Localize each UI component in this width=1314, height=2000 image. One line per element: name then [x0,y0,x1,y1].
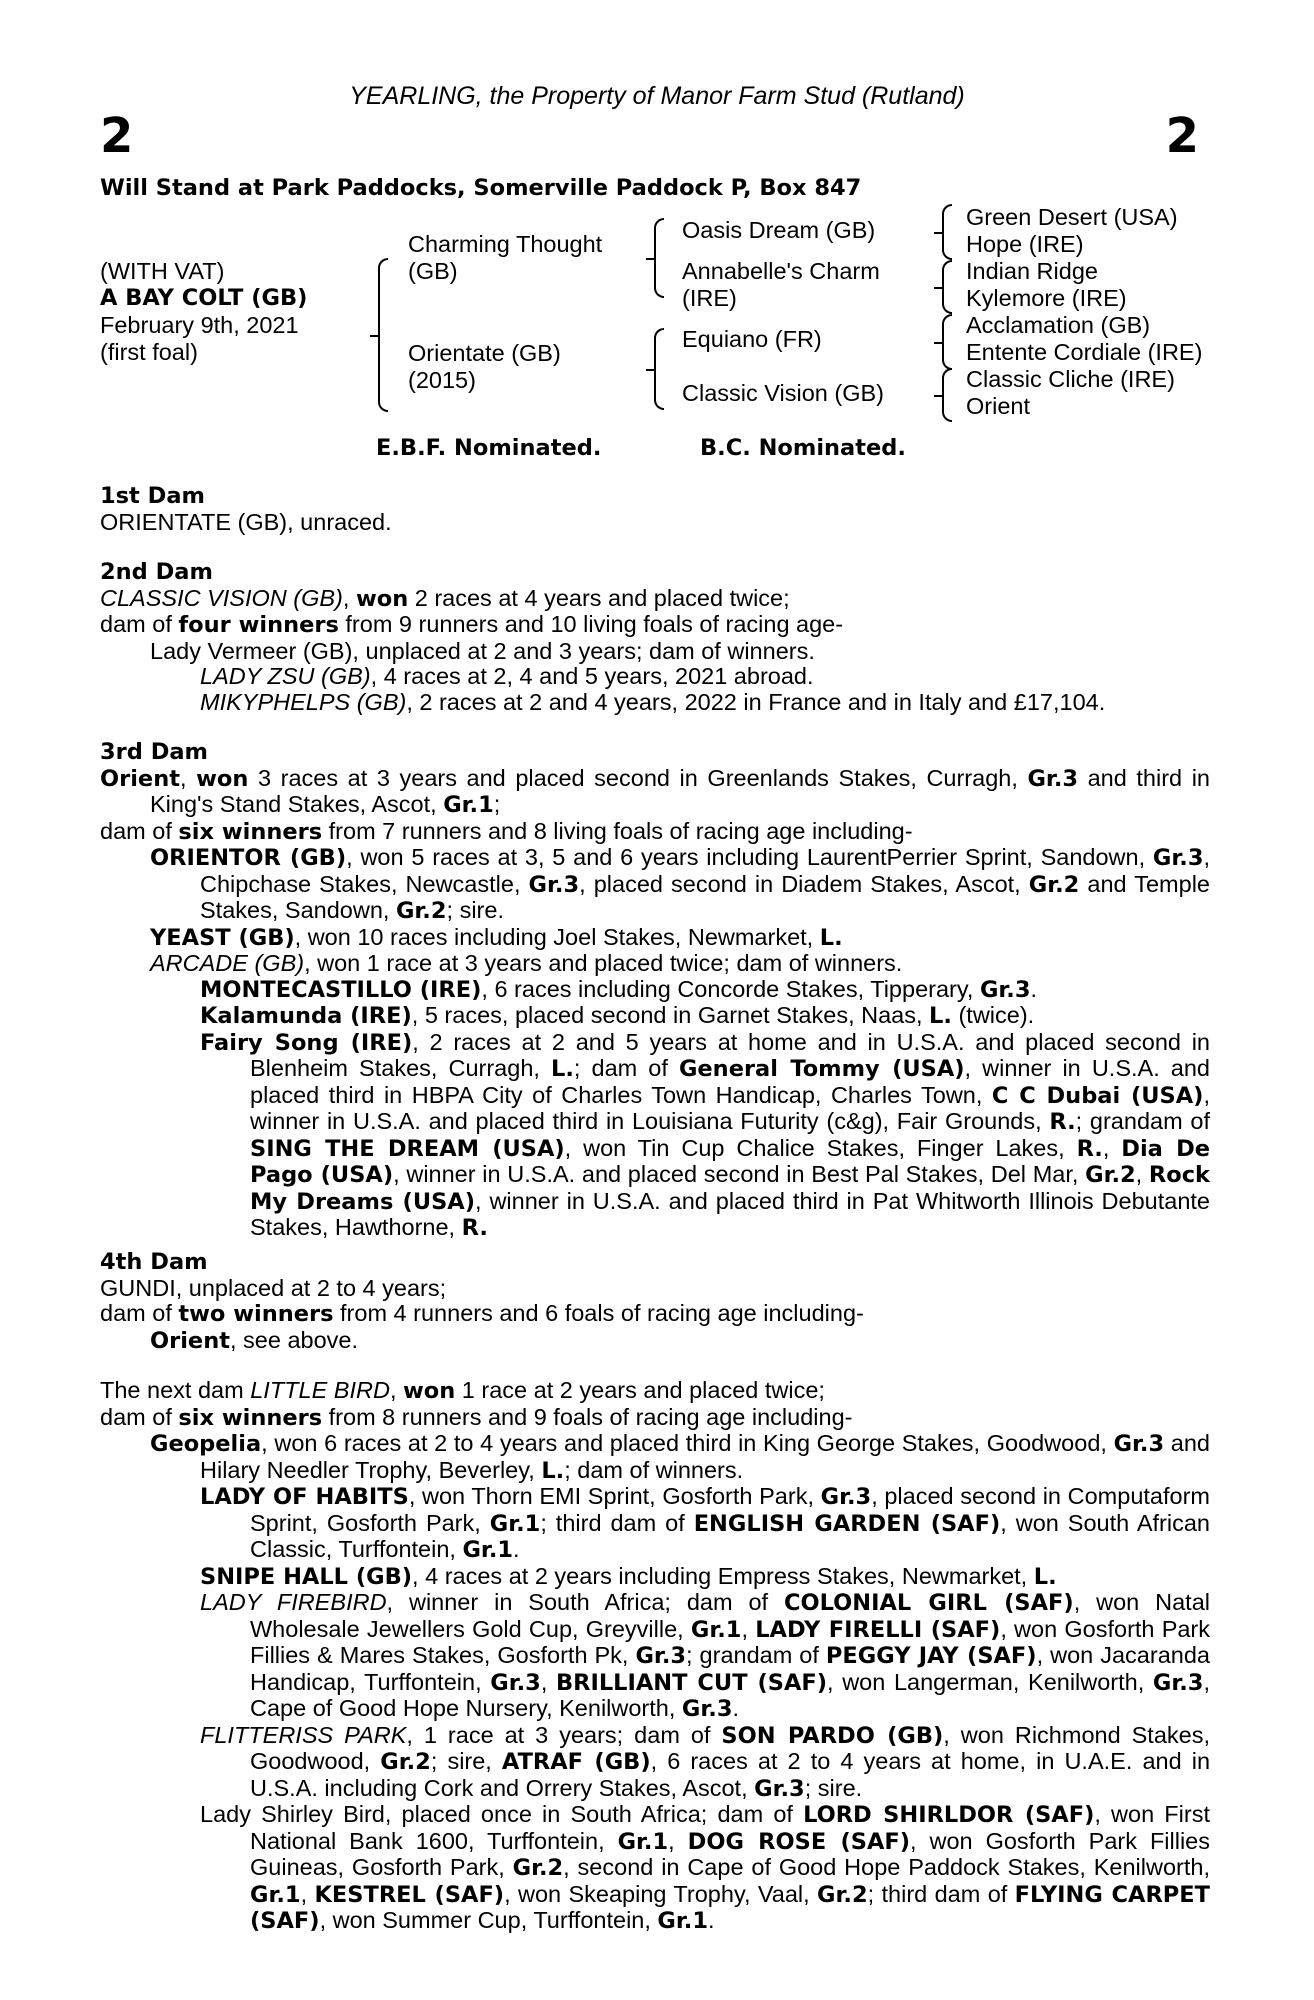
third-dam-line: Kalamunda (IRE), 5 races, placed second in Garnet Stakes, Naas, L. (twice). [200,1002,1035,1029]
second-dam-line: LADY ZSU (GB), 4 races at 2, 4 and 5 years, 2021 abroad. [200,663,814,689]
foaling-date: February 9th, 2021 [100,312,299,338]
pedigree-brace-ds [942,314,952,370]
ped-sds: Indian Ridge [966,258,1098,284]
second-dam-heading: 2nd Dam [100,559,213,585]
third-dam-line: Fairy Song (IRE), 2 races at 2 and 5 years at home and in U.S.A. and placed second in Blenheim Stakes, Curragh, L.; dam of General Tommy (USA), winner in U.S.A. and placed third in HBPA City of Charles Town Handicap, Charles Town, C C Dubai (USA), winner in U.S.A. and placed third in Louisiana Futurity (c&g), Fair Grounds, R.; grandam of SING THE DREAM (USA), won Tin Cup Chalice Stakes, Finger Lakes, R., Dia De Pago (USA), winner in U.S.A. and placed second in Best Pal Stakes, Del Mar, Gr.2, Rock My Dreams (USA), winner in U.S.A. and placed third in Pat Whitworth Illinois Debutante Stakes, Hawthorne, R. [200,1028,1211,1241]
next-dam-line: FLITTERISS PARK, 1 race at 3 years; dam of SON PARDO (GB), won Richmond Stakes, Goodwood, Gr.2; sire, ATRAF (GB), 6 races at 2 to 4 years at home, in U.A.E. and in U.S.A. including Cork and Orrery Stakes, Ascot, Gr.3; sire. [200,1721,1211,1802]
second-dam-line: Lady Vermeer (GB), unplaced at 2 and 3 years; dam of winners. [150,637,815,664]
first-dam-heading: 1st Dam [100,483,205,509]
horse-name: A BAY COLT (GB) [100,285,308,311]
third-dam-heading: 3rd Dam [100,739,208,765]
third-dam-line: ARCADE (GB), won 1 race at 3 years and placed twice; dam of winners. [150,950,903,976]
second-dam-line: CLASSIC VISION (GB), won 2 races at 4 years and placed twice; [100,584,790,612]
third-dam-line: MONTECASTILLO (IRE), 6 races including Concorde Stakes, Tipperary, Gr.3. [200,975,1038,1003]
lot-number-left: 2 [100,108,134,164]
dam-dam: Classic Vision (GB) [682,380,884,406]
pedigree-brace-sire [654,218,664,298]
sale-title: YEARLING, the Property of Manor Farm Stud (Rutland) [349,82,965,110]
pedigree-brace-sd [942,260,952,314]
second-dam-line: dam of four winners from 9 runners and 10 living foals of racing age- [100,611,844,638]
third-dam-line: ORIENTOR (GB), won 5 races at 3, 5 and 6 years including LaurentPerrier Sprint, Sandown, Gr.3, Chipchase Stakes, Newcastle, Gr.3, placed second in Diadem Stakes, Ascot, Gr.2 and Temple Stakes, Sandown, Gr.2; sire. [150,844,1211,924]
fourth-dam-line: dam of two winners from 4 runners and 6 foals of racing age including- [100,1300,864,1327]
third-dam-line: YEAST (GB), won 10 races including Joel Stakes, Newmarket, L. [150,923,843,951]
sire-dam: Annabelle's Charm (IRE) [682,258,880,311]
bc-nominated: B.C. Nominated. [700,435,906,461]
third-dam-line: dam of six winners from 7 runners and 8 living foals of racing age including- [100,817,913,845]
next-dam-line: LADY FIREBIRD, winner in South Africa; dam of COLONIAL GIRL (SAF), won Natal Wholesale Jewellers Gold Cup, Greyville, Gr.1, LADY FIRELLI (SAF), won Gosforth Park Fillies & Mares Stakes, Gosforth Pk, Gr.3; grandam of PEGGY JAY (SAF), won Jacaranda Handicap, Turffontein, Gr.3, BRILLIANT CUT (SAF), won Langerman, Kenilworth, Gr.3, Cape of Good Hope Nursery, Kenilworth, Gr.3. [200,1589,1211,1722]
ped-ddd: Orient [966,393,1030,419]
ebf-nominated: E.B.F. Nominated. [376,435,602,461]
pedigree-brace-ss [942,204,952,260]
next-dam-line: The next dam LITTLE BIRD, won 1 race at 2 years and placed twice; [100,1377,825,1404]
ped-ssd: Hope (IRE) [966,231,1084,257]
lot-number-right: 2 [1165,108,1199,164]
fourth-dam-line: Orient, see above. [150,1326,359,1354]
next-dam-line: dam of six winners from 8 runners and 9 foals of racing age including- [100,1403,853,1431]
ped-dsd: Entente Cordiale (IRE) [966,339,1203,365]
ped-dss: Acclamation (GB) [966,312,1151,338]
second-dam-section [100,560,1210,715]
fourth-dam-heading: 4th Dam [100,1249,208,1275]
third-dam-section [100,740,1210,1242]
dam-sire: Equiano (FR) [682,326,822,352]
first-dam-text: ORIENTATE (GB), unraced. [100,508,392,535]
pedigree-brace-dam [654,328,664,410]
next-dam-section [100,1378,1210,1935]
ped-dds: Classic Cliche (IRE) [966,366,1175,392]
sire-name: Charming Thought (GB) [408,231,603,284]
foal-note: (first foal) [100,339,198,365]
pedigree-brace-dd [942,368,952,422]
next-dam-line: Lady Shirley Bird, placed once in South Africa; dam of LORD SHIRLDOR (SAF), won First National Bank 1600, Turffontein, Gr.1, DOG ROSE (SAF), won Gosforth Park Fillies Guineas, Gosforth Park, Gr.2, second in Cape of Good Hope Paddock Stakes, Kenilworth, Gr.1, KESTREL (SAF), won Skeaping Trophy, Vaal, Gr.2; third dam of FLYING CARPET (SAF), won Summer Cup, Turffontein, Gr.1. [200,1801,1211,1934]
third-dam-line: Orient, won 3 races at 3 years and placed second in Greenlands Stakes, Curragh, Gr.3 and third in King's Stand Stakes, Ascot, Gr.1; [100,764,1210,818]
ped-sdd: Kylemore (IRE) [966,285,1127,311]
next-dam-line: LADY OF HABITS, won Thorn EMI Sprint, Gosforth Park, Gr.3, placed second in Computaform Sprint, Gosforth Park, Gr.1; third dam of ENGLISH GARDEN (SAF), won South African Classic, Turffontein, Gr.1. [200,1483,1210,1563]
second-dam-line: MIKYPHELPS (GB), 2 races at 2 and 4 years, 2022 in France and in Italy and £17,104. [200,688,1106,715]
stand-location: Will Stand at Park Paddocks, Somerville Paddock P, Box 847 [100,175,862,201]
vat-note: (WITH VAT) [100,258,225,284]
fourth-dam-line: GUNDI, unplaced at 2 to 4 years; [100,1274,447,1301]
pedigree-brace-main [378,258,388,412]
next-dam-line: SNIPE HALL (GB), 4 races at 2 years including Empress Stakes, Newmarket, L. [200,1562,1057,1590]
fourth-dam-section [100,1250,1210,1354]
first-dam-section [100,484,1210,535]
subject-block [100,258,307,366]
dam-name: Orientate (GB) (2015) [408,340,561,393]
next-dam-line: Geopelia, won 6 races at 2 to 4 years and placed third in King George Stakes, Goodwood, Gr.3 and Hilary Needler Trophy, Beverley, L.; dam of winners. [150,1430,1210,1484]
ped-sss: Green Desert (USA) [966,204,1178,230]
sire-sire: Oasis Dream (GB) [682,217,876,243]
